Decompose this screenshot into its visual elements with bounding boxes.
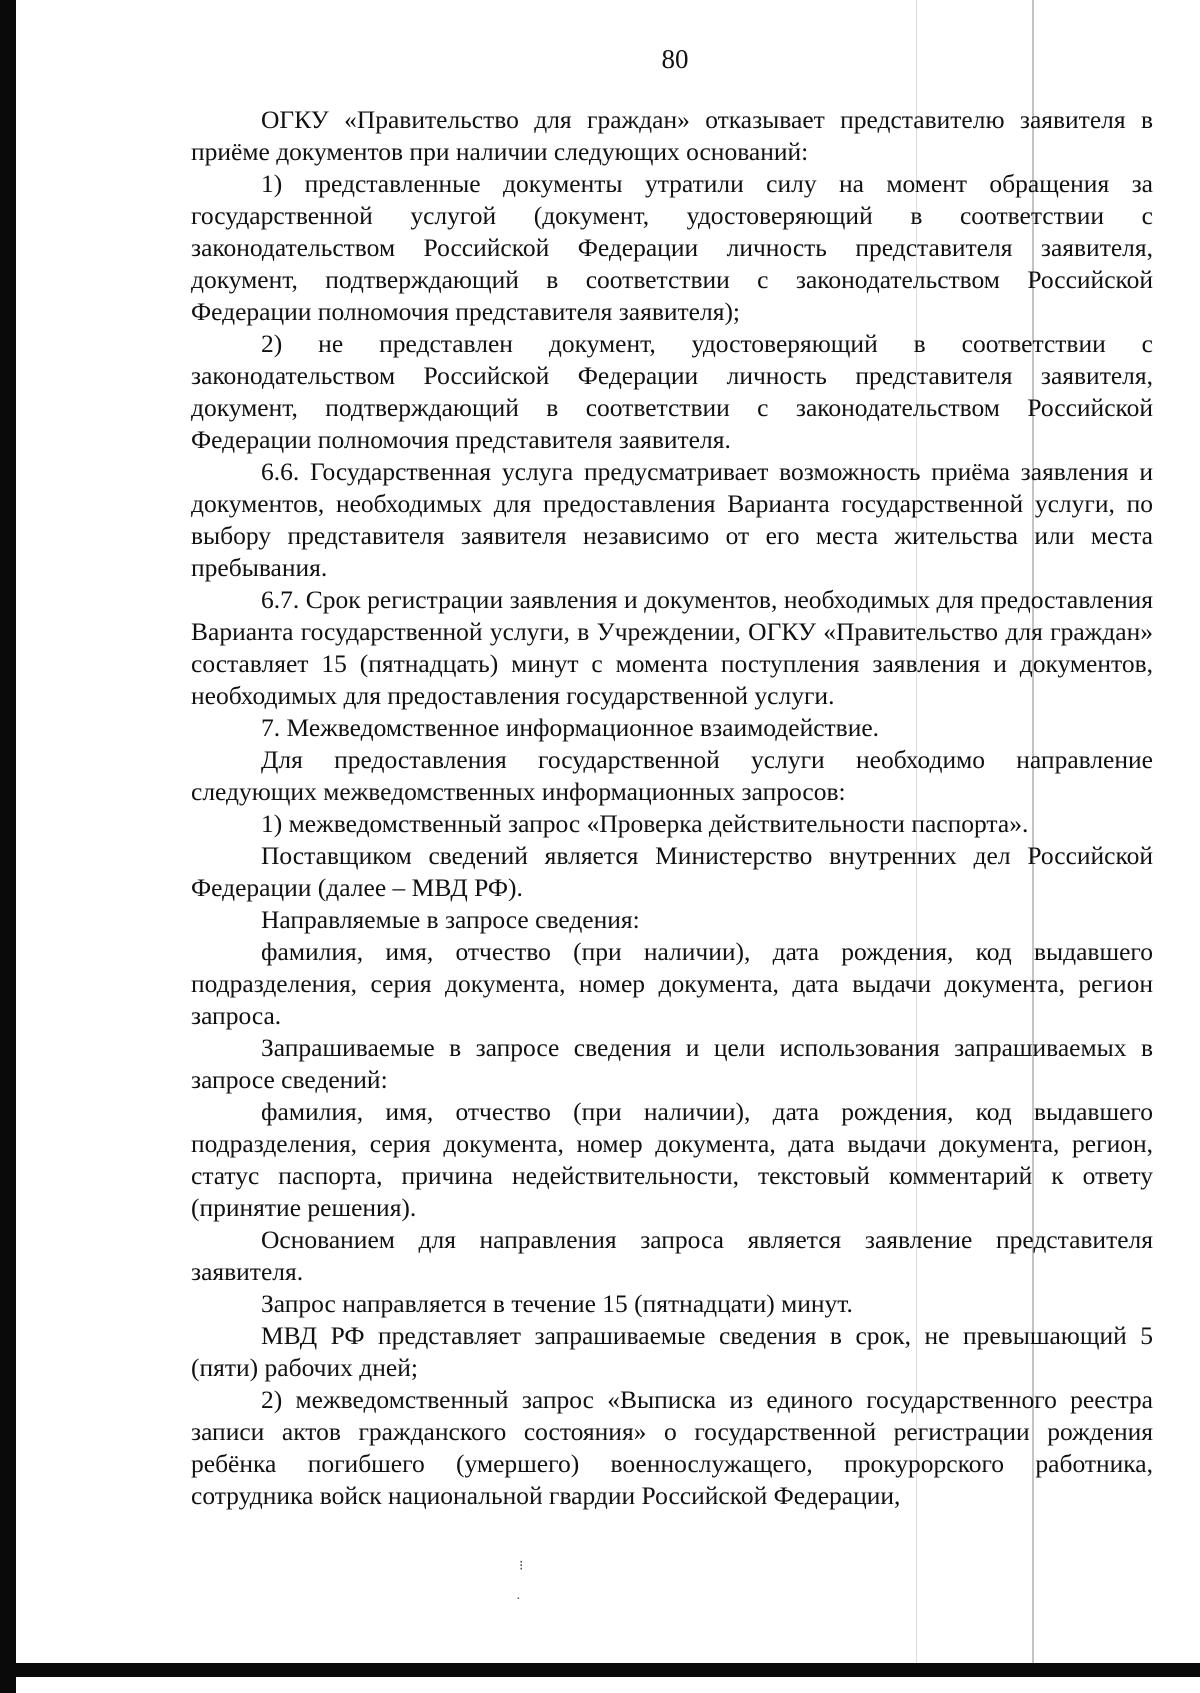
- paragraph: 6.6. Государственная услуга предусматривает возможность приёма заявления и документов, необходимых для предоставления Варианта государственной услуги, по выбору представителя заявителя независимо от его места жительства или места пребывания.: [191, 457, 1153, 582]
- paragraph: 2) не представлен документ, удостоверяющий в соответствии с законодательством Российской Федерации личность представителя заявителя, документ, подтверждающий в соответствии с законодательством Российской Федерации полномочия представителя заявителя.: [191, 329, 1153, 454]
- paragraph: Основанием для направления запроса является заявление представителя заявителя.: [191, 1225, 1153, 1286]
- paragraph: Направляемые в запросе сведения:: [261, 905, 640, 934]
- paragraph: Запрос направляется в течение 15 (пятнадцати) минут.: [261, 1289, 853, 1318]
- paragraph: 7. Межведомственное информационное взаимодействие.: [261, 713, 880, 742]
- paragraph: 6.7. Срок регистрации заявления и документов, необходимых для предоставления Варианта государственной услуги, в Учреждении, ОГКУ «Правительство для граждан» составляет 15 (пятнадцать) минут с момента поступления заявления и документов, необходимых для предоставления государственной услуги.: [191, 585, 1153, 710]
- scan-left-border: [0, 0, 16, 1693]
- scan-speck: ·: [516, 1592, 521, 1607]
- paragraph: ОГКУ «Правительство для граждан» отказывает представителю заявителя в приёме документов при наличии следующих оснований:: [191, 105, 1153, 166]
- scan-speck: ⁝: [519, 1559, 524, 1574]
- paragraph: 1) межведомственный запрос «Проверка действительности паспорта».: [261, 809, 1029, 838]
- paragraph: 2) межведомственный запрос «Выписка из единого государственного реестра записи актов гражданского состояния» о государственной регистрации рождения ребёнка погибшего (умершего) военнослужащего, прокурорского работника, сотрудника войск национальной гвардии Российской Федерации,: [191, 1385, 1153, 1510]
- paragraph: Запрашиваемые в запросе сведения и цели использования запрашиваемых в запросе сведений:: [191, 1033, 1153, 1094]
- paragraph: МВД РФ представляет запрашиваемые сведения в срок, не превышающий 5 (пяти) рабочих дней;: [191, 1321, 1153, 1382]
- paragraph: Поставщиком сведений является Министерство внутренних дел Российской Федерации (далее – МВД РФ).: [191, 841, 1153, 902]
- page-number: 80: [661, 44, 689, 74]
- paragraph: фамилия, имя, отчество (при наличии), дата рождения, код выдавшего подразделения, серия документа, номер документа, дата выдачи документа, регион, статус паспорта, причина недействительности, текстовый комментарий к ответу (принятие решения).: [191, 1097, 1153, 1222]
- paragraph: Для предоставления государственной услуги необходимо направление следующих межведомственных информационных запросов:: [191, 745, 1153, 806]
- paragraph: фамилия, имя, отчество (при наличии), дата рождения, код выдавшего подразделения, серия документа, номер документа, дата выдачи документа, регион запроса.: [191, 937, 1153, 1030]
- scan-bottom-border: [0, 1663, 1200, 1677]
- document-body: [191, 104, 1153, 1512]
- paragraph: 1) представленные документы утратили силу на момент обращения за государственной услугой (документ, удостоверяющий в соответствии с законодательством Российской Федерации личность представителя заявителя, документ, подтверждающий в соответствии с законодательством Российской Федерации полномочия представителя заявителя);: [191, 169, 1153, 326]
